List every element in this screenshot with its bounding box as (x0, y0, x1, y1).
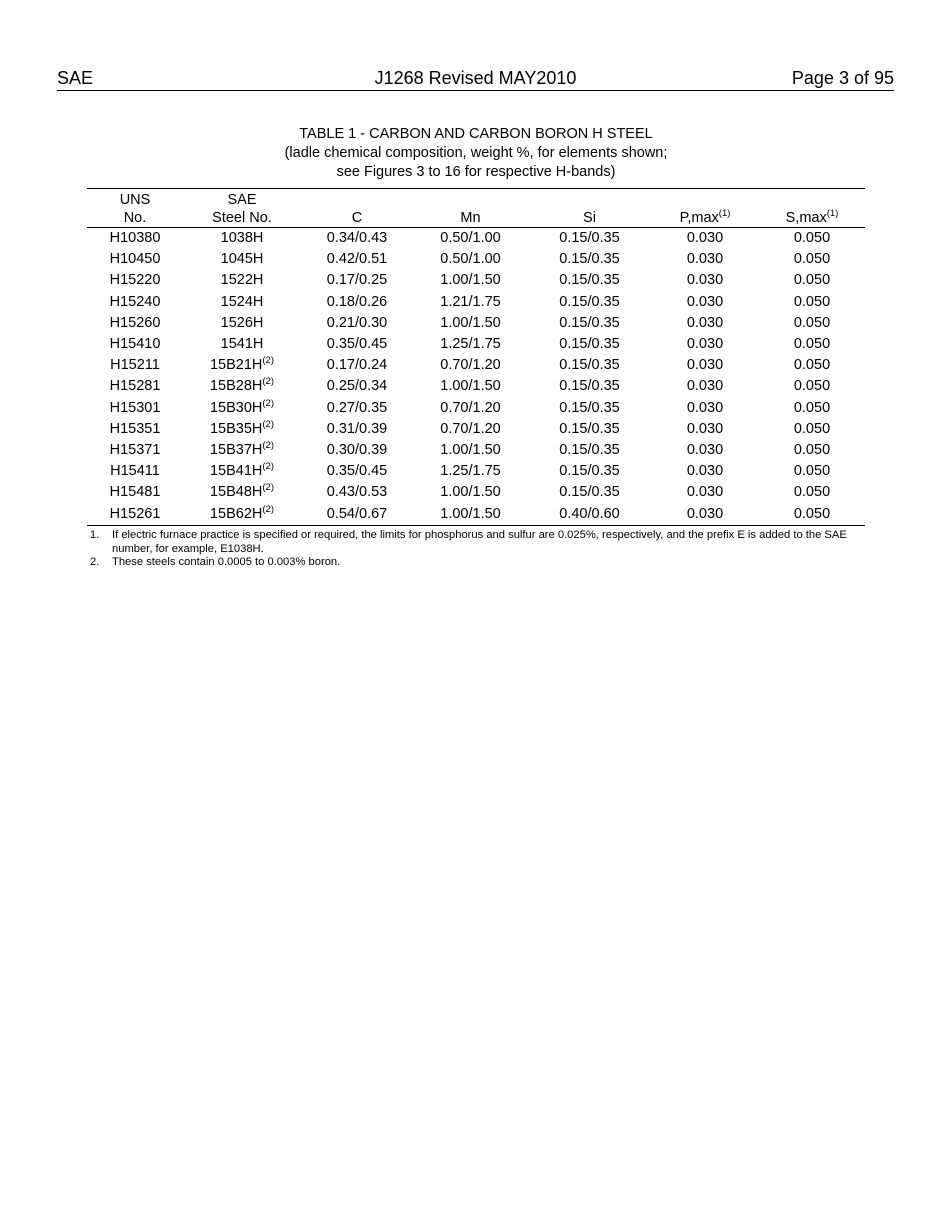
table-row (87, 249, 865, 270)
cell-p: 0.030 (686, 357, 724, 374)
cell-mn: 1.25/1.75 (440, 463, 501, 480)
footnote-1: 1. If electric furnace practice is specified or required, the limits for phosphorus and sulfur are 0.025%, respectively, and the prefix E is added to the SAE number, for example, E1038H. (90, 529, 847, 555)
footnote-ref: (1) (718, 207, 731, 219)
cell-c: 0.34/0.43 (326, 230, 388, 247)
cell-c: 0.54/0.67 (326, 505, 388, 522)
cell-p: 0.030 (686, 378, 724, 395)
cell-s: 0.050 (793, 314, 831, 331)
cell-c: 0.21/0.30 (326, 314, 388, 331)
cell-p: 0.030 (686, 314, 724, 331)
cell-mn: 0.70/1.20 (440, 420, 501, 437)
table-title: TABLE 1 - CARBON AND CARBON BORON H STEEL (299, 126, 653, 142)
cell-p: 0.030 (686, 505, 724, 522)
cell-sae: $15B41H^{(2)}$ (209, 461, 275, 480)
footnote-ref: (2) (262, 355, 275, 367)
header-org: SAE (57, 68, 94, 88)
cell-sae: $15B30H^{(2)}$ (209, 397, 275, 416)
footnote-ref: (2) (262, 418, 275, 430)
cell-s: 0.050 (793, 505, 831, 522)
cell-s: 0.050 (793, 441, 831, 458)
cell-mn: 0.50/1.00 (440, 251, 501, 268)
table-row (87, 440, 865, 461)
cell-sae: 1526H (220, 314, 264, 331)
footnote-ref: (2) (262, 482, 275, 494)
cell-c: 0.25/0.34 (326, 378, 388, 395)
footnote-ref: (2) (262, 461, 275, 473)
cell-p: 0.030 (686, 230, 724, 247)
footnote-ref: (2) (262, 439, 275, 451)
cell-si: 0.15/0.35 (559, 357, 620, 374)
cell-uns: H15410 (109, 336, 161, 353)
column-header-c: C (301, 189, 413, 228)
cell-mn: 1.21/1.75 (440, 293, 501, 310)
cell-si: 0.15/0.35 (559, 251, 620, 268)
cell-sae: $15B21H^{(2)}$ (209, 355, 275, 374)
cell-si: 0.15/0.35 (559, 420, 620, 437)
table-subtitle-line-2: see Figures 3 to 16 for respective H-bands) (336, 164, 616, 180)
footnote-ref: (1) (826, 207, 839, 219)
table-row (87, 419, 865, 440)
cell-sae: $15B48H^{(2)}$ (209, 482, 275, 501)
table-caption (87, 125, 865, 182)
table-row (87, 270, 865, 291)
cell-mn: 0.70/1.20 (440, 357, 501, 374)
cell-sae: $15B62H^{(2)}$ (209, 503, 275, 522)
cell-si: 0.15/0.35 (559, 314, 620, 331)
cell-p: 0.030 (686, 293, 724, 310)
table-header-row (87, 189, 865, 228)
cell-uns: H15281 (109, 378, 161, 395)
steel-composition-table (87, 188, 865, 526)
cell-sae: $15B28H^{(2)}$ (209, 376, 275, 395)
cell-si: 0.15/0.35 (559, 272, 620, 289)
table-row (87, 313, 865, 334)
cell-uns: H15261 (109, 505, 161, 522)
table-row (87, 482, 865, 503)
cell-s: 0.050 (793, 357, 831, 374)
cell-si: 0.15/0.35 (559, 441, 620, 458)
cell-s: 0.050 (793, 399, 831, 416)
cell-si: 0.15/0.35 (559, 399, 620, 416)
cell-mn: 1.25/1.75 (440, 336, 501, 353)
header-document-id: J1268 Revised MAY2010 (374, 68, 577, 88)
cell-c: 0.43/0.53 (326, 484, 388, 501)
cell-s: 0.050 (793, 484, 831, 501)
column-header-s: $S,\max^{(1)}$ (759, 189, 865, 228)
cell-uns: H15240 (109, 293, 161, 310)
table-row (87, 461, 865, 482)
cell-p: 0.030 (686, 336, 724, 353)
cell-si: 0.15/0.35 (559, 463, 620, 480)
cell-uns: H10450 (109, 251, 161, 268)
cell-sae: 1045H (220, 251, 264, 268)
cell-uns: H15411 (110, 463, 160, 480)
table-row (87, 376, 865, 397)
cell-uns: H10380 (109, 230, 161, 247)
cell-s: 0.050 (793, 293, 831, 310)
cell-sae: 1541H (220, 336, 264, 353)
cell-c: 0.35/0.45 (326, 336, 388, 353)
footnote-ref: (2) (262, 503, 275, 515)
cell-sae: $15B37H^{(2)}$ (209, 439, 275, 458)
cell-sae: 1038H (220, 230, 264, 247)
table-row (87, 503, 865, 525)
cell-c: 0.18/0.26 (326, 293, 388, 310)
cell-mn: 1.00/1.50 (440, 505, 501, 522)
cell-s: 0.050 (793, 272, 831, 289)
cell-sae: $15B35H^{(2)}$ (209, 418, 275, 437)
cell-mn: 0.70/1.20 (440, 399, 501, 416)
table-row (87, 292, 865, 313)
cell-mn: 1.00/1.50 (440, 484, 501, 501)
table-row (87, 228, 865, 250)
cell-uns: H15371 (109, 441, 161, 458)
column-header-mn: Mn (413, 189, 528, 228)
cell-c: 0.17/0.24 (326, 357, 388, 374)
cell-mn: 1.00/1.50 (440, 314, 501, 331)
cell-si: 0.40/0.60 (559, 505, 620, 522)
cell-uns: H15220 (109, 272, 161, 289)
cell-c: 0.30/0.39 (326, 441, 388, 458)
cell-si: 0.15/0.35 (559, 293, 620, 310)
cell-c: 0.31/0.39 (326, 420, 388, 437)
cell-uns: H15211 (110, 357, 160, 374)
cell-uns: H15301 (109, 399, 161, 416)
cell-s: 0.050 (793, 378, 831, 395)
cell-uns: H15481 (109, 484, 161, 501)
footnote-ref: (2) (262, 397, 275, 409)
cell-p: 0.030 (686, 272, 724, 289)
cell-uns: H15260 (109, 314, 161, 331)
cell-s: 0.050 (793, 251, 831, 268)
header-page-number: Page 3 of 95 (791, 68, 894, 88)
cell-uns: H15351 (109, 420, 161, 437)
cell-si: 0.15/0.35 (559, 378, 620, 395)
table-subtitle-line-1: (ladle chemical composition, weight %, for elements shown; (284, 145, 668, 161)
cell-si: 0.15/0.35 (559, 336, 620, 353)
cell-mn: 1.00/1.50 (440, 272, 501, 289)
cell-sae: 1522H (220, 272, 264, 289)
table-row (87, 355, 865, 376)
footnote-2: 2. These steels contain 0.0005 to 0.003% boron. (90, 556, 341, 568)
column-header-p: $P,\max^{(1)}$ (651, 189, 759, 228)
cell-mn: 1.00/1.50 (440, 441, 501, 458)
cell-c: 0.17/0.25 (326, 272, 388, 289)
cell-s: 0.050 (793, 463, 831, 480)
column-header-si: Si (528, 189, 651, 228)
cell-c: 0.27/0.35 (326, 399, 388, 416)
cell-p: 0.030 (686, 484, 724, 501)
cell-p: 0.030 (686, 251, 724, 268)
cell-mn: 0.50/1.00 (440, 230, 501, 247)
cell-p: 0.030 (686, 463, 724, 480)
column-header-sae: SAE Steel No. (183, 189, 301, 228)
column-header-uns: UNS No. (87, 189, 183, 228)
page-header (57, 68, 894, 91)
cell-si: 0.15/0.35 (559, 230, 620, 247)
cell-c: 0.42/0.51 (326, 251, 388, 268)
table-row (87, 334, 865, 355)
cell-c: 0.35/0.45 (326, 463, 388, 480)
cell-sae: 1524H (220, 293, 264, 310)
table-row (87, 398, 865, 419)
cell-p: 0.030 (686, 399, 724, 416)
cell-s: 0.050 (793, 230, 831, 247)
table-body (87, 228, 865, 526)
cell-s: 0.050 (793, 420, 831, 437)
table-footnotes (90, 529, 850, 570)
cell-p: 0.030 (686, 420, 724, 437)
cell-s: 0.050 (793, 336, 831, 353)
cell-si: 0.15/0.35 (559, 484, 620, 501)
cell-p: 0.030 (686, 441, 724, 458)
footnote-ref: (2) (262, 376, 275, 388)
cell-mn: 1.00/1.50 (440, 378, 501, 395)
